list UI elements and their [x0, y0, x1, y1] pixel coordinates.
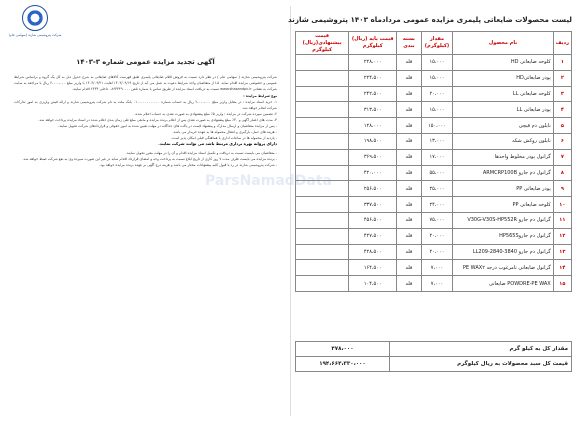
notice-paragraph: - شرکت پتروشیمی شازند در رد یا قبول کلیه پیشنهادات مختار می باشد و هزینه درج آگهی بر عهده برنده مزایده خواهد بود. — [99, 163, 277, 167]
cell-bid-price — [296, 197, 349, 213]
cell-packaging: فله — [397, 118, 421, 134]
totals-table — [295, 341, 572, 372]
cell-packaging: فله — [397, 55, 421, 71]
price-list-page — [288, 0, 576, 423]
cell-packaging: فله — [397, 86, 421, 102]
cell-packaging: فله — [397, 244, 421, 260]
table-row — [296, 86, 572, 102]
cell-product-name: گرانول دم جارو ARMCRP100B — [453, 165, 553, 181]
cell-product-name: گرانول دم جارو LL209-2840-3840 — [453, 244, 553, 260]
cell-quantity: ۷،۰۰۰ — [421, 260, 453, 276]
notice-paragraph: نوع شرایط مزایده : — [243, 94, 277, 98]
cell-row-number: ۳ — [553, 86, 571, 102]
cell-packaging: فله — [397, 133, 421, 149]
cell-bid-price — [296, 244, 349, 260]
header-quantity: مقدار (کیلوگرم) — [421, 32, 453, 55]
cell-packaging: فله — [397, 197, 421, 213]
cell-product-name: پودر ضایعاتی PP — [453, 181, 553, 197]
cell-base-price: ۳۳۷،۵۰۰ — [349, 197, 397, 213]
table-row — [296, 260, 572, 276]
notice-title: آگهی تجدید مزایده عمومی شماره ۳-۱۴۰۳ — [76, 58, 215, 66]
cell-product-name: کلوخه ضایعاتی LL — [453, 86, 553, 102]
total-weight-value: ۴۷۸،۰۰۰ — [296, 342, 390, 357]
notice-paragraph: ۲- تضمین سپرده شرکت در مزایده : واریز ۵٪ مبلغ پیشنهادی به صورت نقدی به حساب اعلام شده. — [134, 112, 277, 116]
watermark: ParsNamadData — [205, 173, 332, 189]
table-row — [296, 228, 572, 244]
cell-quantity: ۲۰،۰۰۰ — [421, 244, 453, 260]
cell-row-number: ۱ — [553, 55, 571, 71]
cell-bid-price — [296, 228, 349, 244]
cell-product-name: پودر ضایعاتیHD — [453, 70, 553, 86]
cell-row-number: ۱۵ — [553, 276, 571, 292]
notice-paragraph: ۳- مدت های اعتبار آگهی و ۳۰٪ مبلغ پیشنهادی به صورت نقدی پس از اعلام برنده مزایده و مابقی مبلغ طی زمان بندی اعلام شده در اسناد مزایده پرداخت خواهد شد. — [38, 118, 277, 122]
cell-bid-price — [296, 260, 349, 276]
cell-packaging: فله — [397, 212, 421, 228]
header-product-name: نام محصول — [453, 32, 553, 55]
total-weight-row — [296, 342, 572, 357]
cell-packaging: فله — [397, 228, 421, 244]
cell-row-number: ۱۰ — [553, 197, 571, 213]
total-price-row — [296, 357, 572, 372]
cell-packaging: فله — [397, 181, 421, 197]
cell-packaging: فله — [397, 70, 421, 86]
notice-paragraph: ۱- خرید اسناد مزایده : در مقابل واریز مبلغ ۲،۰۰۰،۰۰۰ ریال به حساب شماره ۰۱۰۰۰۰۰۰۰۰۰۰۰۰ بانک ملت به نام شرکت پتروشیمی شازند و ارائه فیش واریزی به امور تدارکات شرکت انجام خواهد شد. — [14, 100, 277, 110]
notice-paragraph: شرکت پتروشیمی شازند ( سهامی عام ) در نظر دارد نسبت به فروش اقلام ضایعاتی پلیمری طبق فهرست کالاهای ضایعاتی به شرح جدول ذیل به کل یک گروه و براساس شرایط عمومی و خصوصی مزایده اقدام نماید. لذا از متقاضیان واجد شرایط دعوت به عمل می آید از تاریخ ۱۴۰۳/۰۹/۱۹ لغایت ۱۴۰۳/۰۹/۲۱ با واریز مبلغ ۲،۰۰۰،۰۰۰ ریال با مراجعه به سایت شرکت به نشانی www.shazandpc.ir نسبت به دریافت اسناد مزایده از طریق تماس با شماره تلفن ۰۸۶۳۳۴۹۰۰۰۰ داخلی ۲۴۳۴ اقدام نمایند. — [14, 75, 277, 91]
table-row — [296, 165, 572, 181]
cell-quantity: ۱۵۰،۰۰۰ — [421, 118, 453, 134]
table-row — [296, 276, 572, 292]
cell-bid-price — [296, 212, 349, 228]
price-list-title: لیست محصولات ضایعاتی پلیمری مزایده عمومی مردادماه ۱۴۰۳ پتروشیمی شازند — [288, 15, 572, 24]
notice-body — [14, 74, 277, 168]
notice-paragraph: - پس از مزایده متقاضیان و ارسال مدارک و پیشنهاد قیمت در پاکت های جداگانه در مهلت تعیین شده به امور حقوقی و قراردادهای شرکت تحویل نمایند. — [58, 124, 277, 128]
cell-base-price: ۴۲۷،۵۰۰ — [349, 228, 397, 244]
cell-packaging: فله — [397, 102, 421, 118]
cell-base-price: ۲۲۸،۰۰۰ — [349, 55, 397, 71]
cell-row-number: ۵ — [553, 118, 571, 134]
cell-base-price: ۱۲۸،۰۰۰ — [349, 118, 397, 134]
cell-product-name: گرانول ضایعاتی تامرغوب درجه PE WAX۲ — [453, 260, 553, 276]
cell-bid-price — [296, 149, 349, 165]
cell-product-name: POWDRE-PE WAX ضایعاتی — [453, 276, 553, 292]
table-row — [296, 181, 572, 197]
cell-base-price: ۲۴۲،۵۰۰ — [349, 86, 397, 102]
cell-product-name: گرانول پودر مخلوط واحدها — [453, 149, 553, 165]
cell-bid-price — [296, 133, 349, 149]
cell-product-name: کلوخه ضایعاتی PP — [453, 197, 553, 213]
cell-product-name: پودر ضایعاتی LL — [453, 102, 553, 118]
table-row — [296, 118, 572, 134]
cell-base-price: ۴۲۰،۰۰۰ — [349, 165, 397, 181]
table-row — [296, 149, 572, 165]
notice-paragraph: - متقاضیان می بایست نسبت به دریافت و تکمیل اسناد مزایده اقدام و آن را در مهلت مقرر تحویل نمایند. — [125, 151, 277, 155]
cell-quantity: ۵۵،۰۰۰ — [421, 165, 453, 181]
cell-row-number: ۸ — [553, 165, 571, 181]
cell-packaging: فله — [397, 276, 421, 292]
cell-bid-price — [296, 165, 349, 181]
cell-bid-price — [296, 86, 349, 102]
cell-row-number: ۷ — [553, 149, 571, 165]
header-bid-price: قیمت پیشنهادی(ریال) کیلوگرم — [296, 32, 349, 55]
cell-bid-price — [296, 102, 349, 118]
table-header-row — [296, 32, 572, 55]
cell-row-number: ۱۳ — [553, 244, 571, 260]
cell-product-name: نایلون دم قیچی — [453, 118, 553, 134]
cell-row-number: ۱۱ — [553, 212, 571, 228]
cell-bid-price — [296, 55, 349, 71]
cell-base-price: ۲۵۶،۵۰۰ — [349, 181, 397, 197]
cell-product-name: گرانول دم جارو V30G-V30S-HP552R — [453, 212, 553, 228]
cell-packaging: فله — [397, 165, 421, 181]
header-row-number: ردیف — [553, 32, 571, 55]
cell-base-price: ۱۹۸،۵۰۰ — [349, 133, 397, 149]
total-price-value: ۱۹۴،۶۶۴،۳۳۰،۰۰۰ — [296, 357, 390, 372]
cell-row-number: ۱۴ — [553, 260, 571, 276]
cell-quantity: ۲۰،۰۰۰ — [421, 86, 453, 102]
table-row — [296, 244, 572, 260]
notice-paragraph: دارای پروانه بهره برداری مرتبط باشد می توانند شرکت نمایند. — [158, 141, 277, 146]
total-price-label: قیمت کل سبد محصولات به ریال کیلوگرم — [390, 357, 572, 372]
table-row — [296, 212, 572, 228]
items-table — [295, 31, 572, 292]
cell-base-price: ۱۶۴،۵۰۰ — [349, 260, 397, 276]
logo-caption: شرکت پتروشیمی شازند (سهامی عام) — [8, 33, 62, 37]
cell-base-price: ۲۲۴،۵۰۰ — [349, 70, 397, 86]
total-weight-label: مقدار کل به کیلو گرم — [390, 342, 572, 357]
cell-bid-price — [296, 181, 349, 197]
cell-quantity: ۱۵،۰۰۰ — [421, 102, 453, 118]
notice-paragraph: - برنده مزایده می بایست ظرف مدت ۷ روز کاری از تاریخ ابلاغ نسبت به پرداخت وجه و امضای قرارداد اقدام نماید در غیر این صورت سپرده وی به نفع شرکت ضبط خواهد شد. — [22, 157, 277, 161]
notice-paragraph: - هزینه های حمل، بارگیری و انتقال محموله ها به عهده خریدار می باشد. — [172, 130, 277, 134]
cell-quantity: ۲۵،۰۰۰ — [421, 181, 453, 197]
cell-row-number: ۴ — [553, 102, 571, 118]
cell-bid-price — [296, 70, 349, 86]
cell-quantity: ۷،۰۰۰ — [421, 276, 453, 292]
header-base-price: قیمت پایه (ریال) کیلوگرم — [349, 32, 397, 55]
cell-product-name: نایلون روکش شکه — [453, 133, 553, 149]
cell-quantity: ۱۵،۰۰۰ — [421, 70, 453, 86]
cell-quantity: ۱۵،۰۰۰ — [421, 55, 453, 71]
cell-quantity: ۷۵،۰۰۰ — [421, 212, 453, 228]
table-row — [296, 197, 572, 213]
table-row — [296, 102, 572, 118]
company-logo-icon — [22, 5, 48, 31]
table-row — [296, 70, 572, 86]
cell-bid-price — [296, 118, 349, 134]
cell-base-price: ۳۶۹،۵۰۰ — [349, 149, 397, 165]
cell-quantity: ۱۷،۰۰۰ — [421, 149, 453, 165]
cell-row-number: ۶ — [553, 133, 571, 149]
cell-base-price: ۴۲۸،۵۰۰ — [349, 244, 397, 260]
cell-row-number: ۲ — [553, 70, 571, 86]
cell-row-number: ۱۲ — [553, 228, 571, 244]
cell-product-name: کلوخه ضایعاتی HD — [453, 55, 553, 71]
notice-paragraph: - بازدید از محموله ها در ساعات اداری با هماهنگی قبلی امکان پذیر است. — [170, 136, 277, 140]
cell-base-price: ۳۱۳،۵۰۰ — [349, 102, 397, 118]
cell-quantity: ۱۳،۰۰۰ — [421, 133, 453, 149]
cell-packaging: فله — [397, 260, 421, 276]
cell-quantity: ۲۴،۰۰۰ — [421, 197, 453, 213]
cell-base-price: ۴۵۶،۵۰۰ — [349, 212, 397, 228]
cell-bid-price — [296, 276, 349, 292]
header-packaging: بسته بندی — [397, 32, 421, 55]
cell-quantity: ۲۰،۰۰۰ — [421, 228, 453, 244]
cell-base-price: ۱۰۴،۵۰۰ — [349, 276, 397, 292]
table-row — [296, 133, 572, 149]
table-row — [296, 55, 572, 71]
cell-product-name: گرانول دم جاروHP565S — [453, 228, 553, 244]
cell-packaging: فله — [397, 149, 421, 165]
cell-row-number: ۹ — [553, 181, 571, 197]
